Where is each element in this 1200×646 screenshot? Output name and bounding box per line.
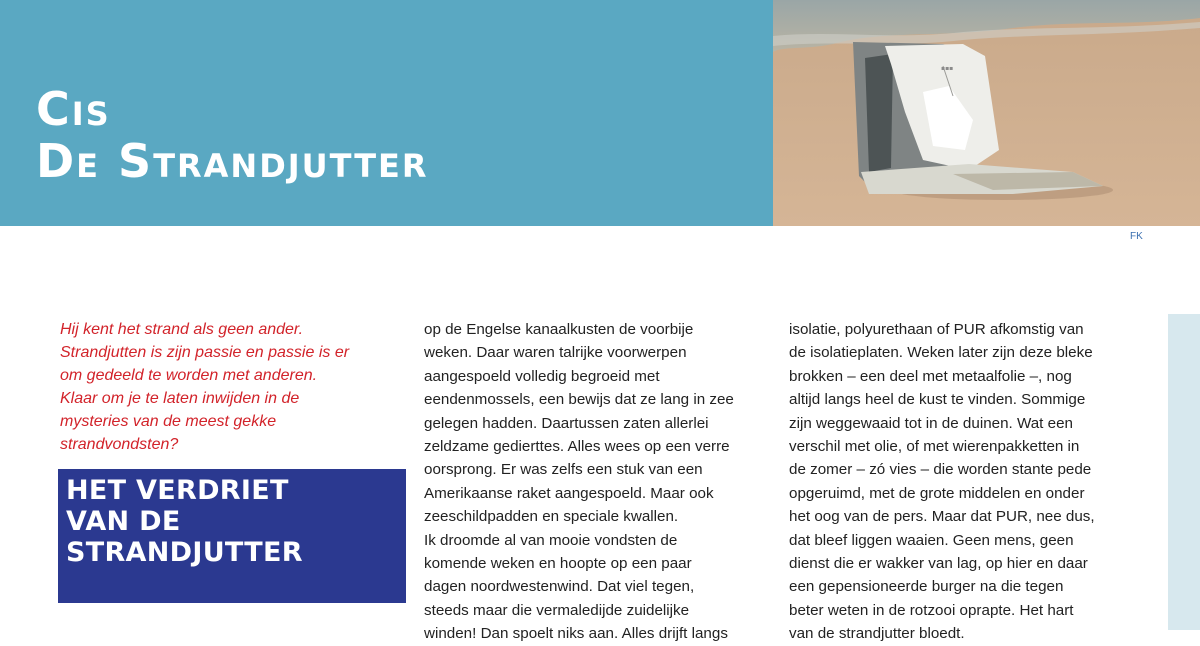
- lead-line: Hij kent het strand als geen ander.: [60, 321, 304, 338]
- body-line: eendenmossels, een bewijs dat ze lang in zee: [424, 391, 734, 409]
- body-line: dagen noordwestenwind. Dat viel tegen,: [424, 578, 695, 596]
- title-line-1: Cis: [36, 82, 111, 136]
- sidebar-tint: [1168, 314, 1200, 630]
- body-line: dienst die er wakker van lag, op hier en daar: [789, 555, 1088, 573]
- section-heading-line: VAN DE: [66, 506, 181, 537]
- beach-container-photo: [773, 0, 1200, 226]
- article-column-2: [424, 318, 774, 646]
- body-line: weken. Daar waren talrijke voorwerpen: [424, 344, 687, 362]
- lead-line: Strandjutten is zijn passie en passie is er: [60, 344, 350, 361]
- section-heading-line: HET VERDRIET: [66, 475, 289, 506]
- body-line: gelegen hadden. Daartussen zaten allerlei: [424, 414, 709, 432]
- body-line: op de Engelse kanaalkusten de voorbije: [424, 321, 694, 338]
- body-line: winden! Dan spoelt niks aan. Alles drijft langs: [424, 625, 728, 643]
- beach-photo: [773, 0, 1200, 226]
- lead-paragraph: [60, 318, 400, 456]
- body-line: aangespoeld volledig begroeid met: [424, 367, 660, 385]
- photo-credit: FK: [1130, 231, 1143, 242]
- lead-line: strandvondsten?: [60, 436, 179, 453]
- svg-text:▪▪▪: ▪▪▪: [941, 65, 954, 72]
- body-line: brokken – een deel met metaalfolie –, nog: [789, 367, 1072, 385]
- body-line: oorsprong. Er was zelfs een stuk van een: [424, 461, 703, 479]
- body-line: zijn weggewaaid tot in de duinen. Wat een: [789, 414, 1073, 432]
- article-column-3: [789, 318, 1145, 646]
- body-line: komende weken en hoopte op een paar: [424, 555, 692, 573]
- body-line: van de strandjutter bloedt.: [789, 625, 965, 643]
- body-line: steeds maar die vermaledijde zuidelijke: [424, 601, 690, 619]
- title-banner: [0, 0, 773, 226]
- body-line: altijd langs heel de kust te vinden. Sommige: [789, 391, 1086, 409]
- body-line: isolatie, polyurethaan of PUR afkomstig van: [789, 321, 1084, 338]
- section-heading-box: [58, 469, 406, 603]
- article-title: [36, 82, 429, 188]
- lead-line: om gedeeld te worden met anderen.: [60, 367, 318, 384]
- body-line: opgeruimd, met de grote middelen en onder: [789, 484, 1085, 502]
- body-line: zeeschildpadden en speciale kwallen.: [424, 508, 679, 526]
- body-line: dat bleef liggen waaien. Geen mens, geen: [789, 531, 1074, 549]
- title-line-2: De Strandjutter: [36, 134, 429, 188]
- body-line: de isolatieplaten. Weken later zijn deze bleke: [789, 344, 1093, 362]
- body-line: het oog van de pers. Maar dat PUR, nee dus,: [789, 508, 1095, 526]
- lead-line: mysteries van de meest gekke: [60, 413, 277, 430]
- body-line: Ik droomde al van mooie vondsten de: [424, 531, 678, 549]
- body-line: Amerikaanse raket aangespoeld. Maar ook: [424, 484, 714, 502]
- body-line: beter weten in de rotzooi oprapte. Het hart: [789, 601, 1074, 619]
- lead-line: Klaar om je te laten inwijden in de: [60, 390, 300, 407]
- body-line: zeldzame gedierttes. Alles wees op een verre: [424, 438, 730, 456]
- body-line: de zomer – zó vies – die worden stante pede: [789, 461, 1092, 479]
- section-heading-line: STRANDJUTTER: [66, 537, 303, 568]
- body-line: verschil met olie, of met wierenpakketten in: [789, 438, 1080, 456]
- body-line: een gepensioneerde burger na die tegen: [789, 578, 1064, 596]
